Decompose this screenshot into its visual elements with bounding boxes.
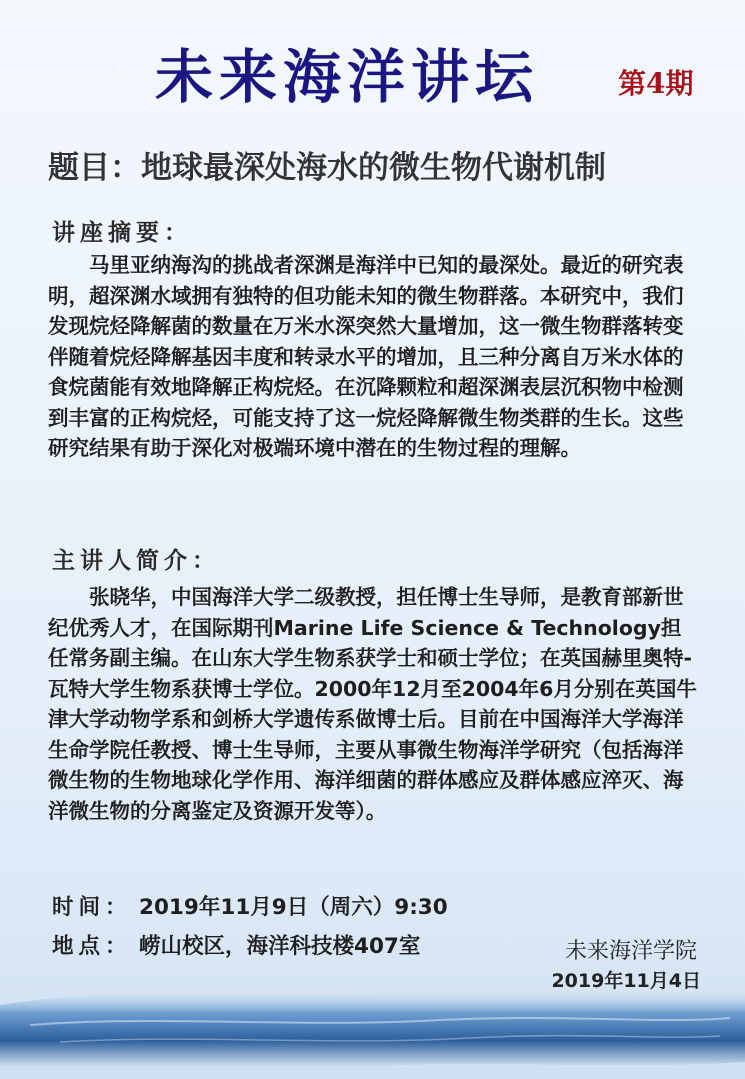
- abstract-heading: 讲座摘要：: [52, 219, 192, 246]
- place-value: 崂山校区，海洋科技楼407室: [139, 934, 421, 959]
- time-value: 2019年11月9日（周六）9:30: [139, 895, 448, 920]
- place-label: 地点：: [52, 934, 132, 959]
- issue-number: 第4期: [618, 67, 694, 100]
- time-label: 时间：: [52, 895, 132, 920]
- lecture-topic: 题目：地球最深处海水的微生物代谢机制: [48, 150, 606, 186]
- abstract-text: 马里亚纳海沟的挑战者深渊是海洋中已知的最深处。最近的研究表明，超深渊水域拥有独特的但功能未知的微生物群落。本研究中，我们发现烷烃降解菌的数量在万米水深突然大量增加，这一微生物群落转变伴随着烷烃降解基因丰度和转录水平的增加，且三种分离自万米水体的食烷菌能有效地降解正构烷烃。在沉降颗粒和超深渊表层沉积物中检测到丰富的正构烷烃，可能支持了这一烷烃降解微生物类群的生长。这些研究结果有助于深化对极端环境中潜在的生物过程的理解。: [48, 253, 684, 460]
- speaker-bio: 张晓华，中国海洋大学二级教授，担任博士生导师，是教育部新世纪优秀人才，在国际期刊Marine Life Science & Technology担任常务副主编。在山东大学生物系获学士和硕士学位；在英国赫里奥特-瓦特大学生物系获博士学位。2000年12月至2004年6月分别在英国牛津大学动物学系和剑桥大学遗传系做博士后。目前在中国海洋大学海洋生命学院任教授、博士生导师，主要从事微生物海洋学研究（包括海洋微生物的生物地球化学作用、海洋细菌的群体感应及群体感应淬灭、海洋微生物的分离鉴定及资源开发等）。: [48, 585, 697, 823]
- time-row: [52, 890, 448, 921]
- publish-date: 2019年11月4日: [551, 970, 701, 992]
- organizer-name: 未来海洋学院: [564, 939, 697, 964]
- lecture-series-title: 未来海洋讲坛: [155, 43, 540, 111]
- place-row: [52, 929, 420, 960]
- speaker-heading: 主讲人简介：: [52, 547, 220, 574]
